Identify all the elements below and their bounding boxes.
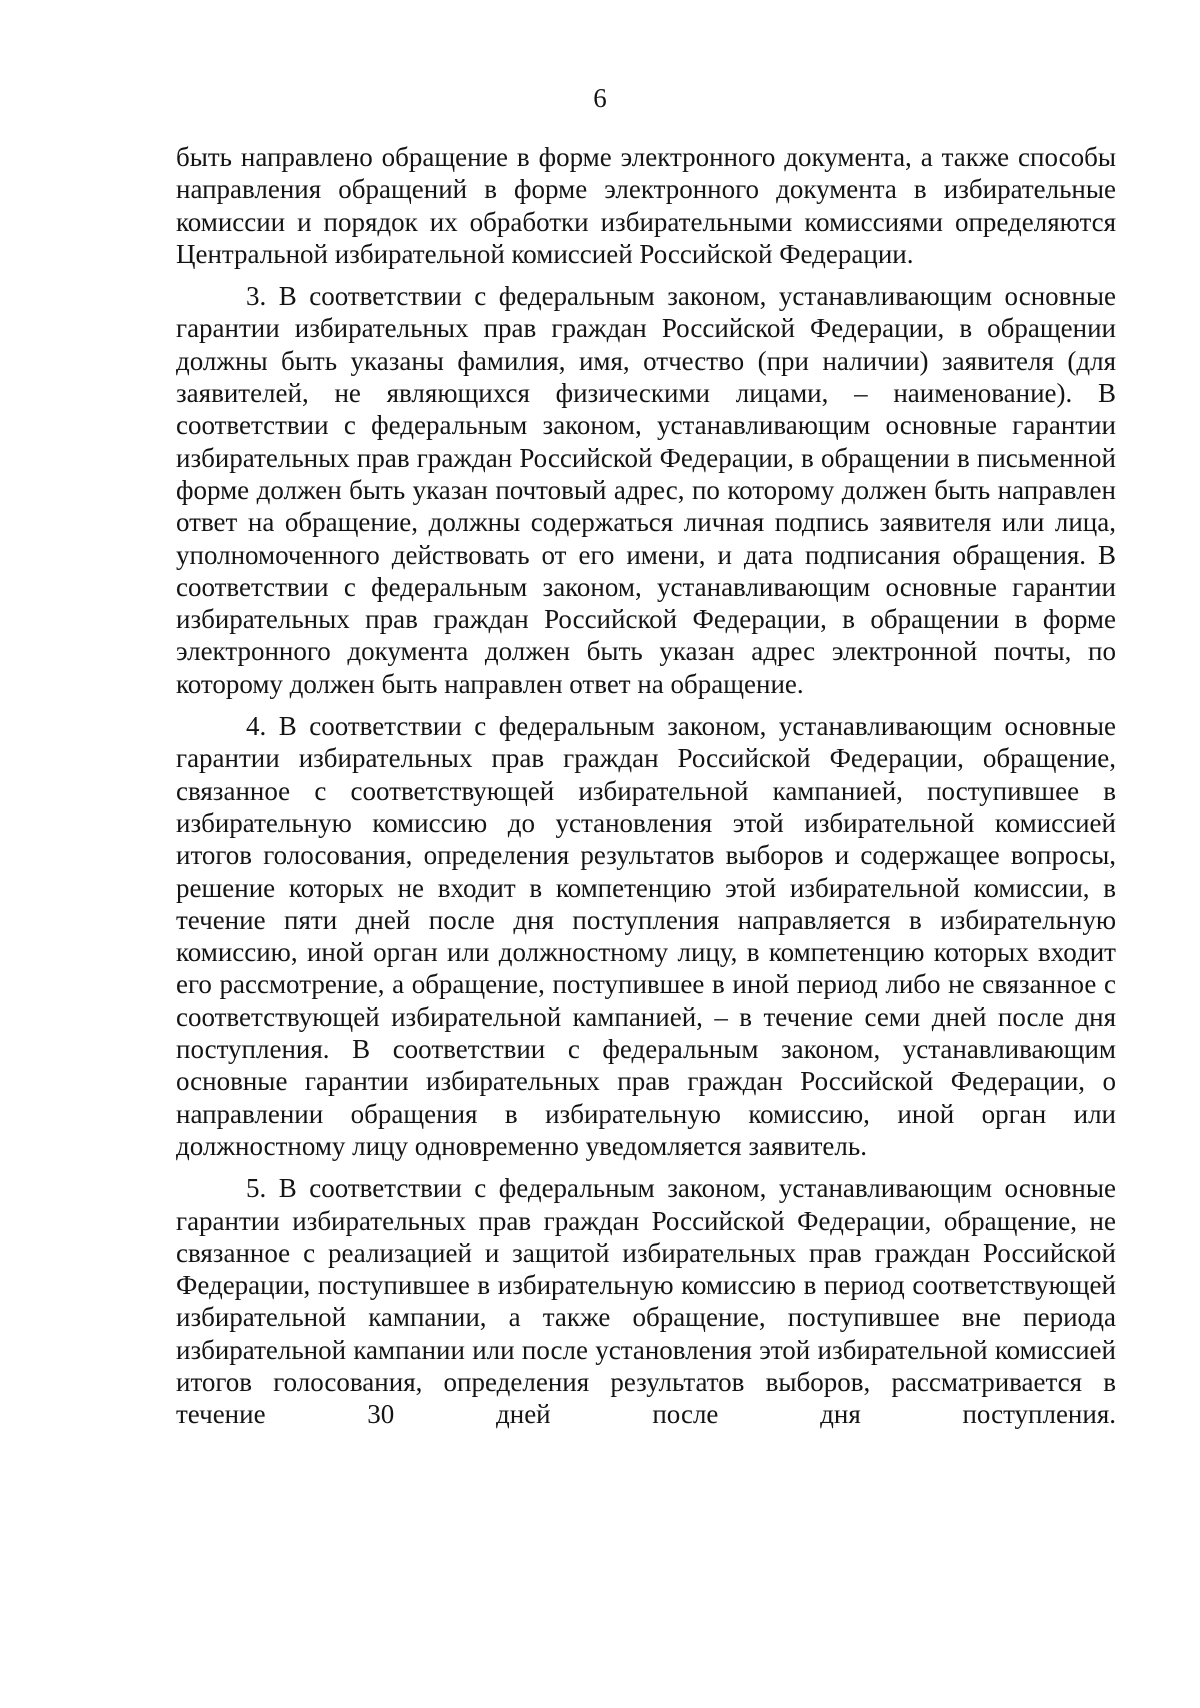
paragraph-continuation: быть направлено обращение в форме электронного документа, а также способы направления обращений в форме электронного документа в избирательные комиссии и порядок их обработки избирательными комиссиями определяются Центральной избирательной комиссией Российской Федерации. — [176, 142, 1116, 269]
document-body — [176, 141, 1116, 1441]
paragraph-item-5: 5. В соответствии с федеральным законом, устанавливающим основные гарантии избирательных прав граждан Российской Федерации, обращение, не связанное с реализацией и защитой избирательных прав граждан Российской Федерации, поступившее в избирательную комиссию в период соответствующей избирательной кампании, а также обращение, поступившее вне периода избирательной кампании или после установления этой избирательной комиссией итогов голосования, определения результатов выборов, рассматривается в течение 30 дней после дня поступления. — [176, 1173, 1116, 1430]
paragraph-item-3: 3. В соответствии с федеральным законом, устанавливающим основные гарантии избирательных прав граждан Российской Федерации, в обращении должны быть указаны фамилия, имя, отчество (при наличии) заявителя (для заявителей, не являющихся физическими лицами, – наименование). В соответствии с федеральным законом, устанавливающим основные гарантии избирательных прав граждан Российской Федерации, в обращении в письменной форме должен быть указан почтовый адрес, по которому должен быть направлен ответ на обращение, должны содержаться личная подпись заявителя или лица, уполномоченного действовать от его имени, и дата подписания обращения. В соответствии с федеральным законом, устанавливающим основные гарантии избирательных прав граждан Российской Федерации, в обращении в форме электронного документа должен быть указан адрес электронной почты, по которому должен быть направлен ответ на обращение. — [176, 281, 1116, 699]
page-number: 6 — [593, 83, 607, 113]
paragraph-item-4: 4. В соответствии с федеральным законом, устанавливающим основные гарантии избирательных прав граждан Российской Федерации, обращение, связанное с соответствующей избирательной кампанией, поступившее в избирательную комиссию до установления этой избирательной комиссией итогов голосования, определения результатов выборов и содержащее вопросы, решение которых не входит в компетенцию этой избирательной комиссии, в течение пяти дней после дня поступления направляется в избирательную комиссию, иной орган или должностному лицу, в компетенцию которых входит его рассмотрение, а обращение, поступившее в иной период либо не связанное с соответствующей избирательной кампанией, – в течение семи дней после дня поступления. В соответствии с федеральным законом, устанавливающим основные гарантии избирательных прав граждан Российской Федерации, о направлении обращения в избирательную комиссию, иной орган или должностному лицу одновременно уведомляется заявитель. — [176, 711, 1116, 1161]
